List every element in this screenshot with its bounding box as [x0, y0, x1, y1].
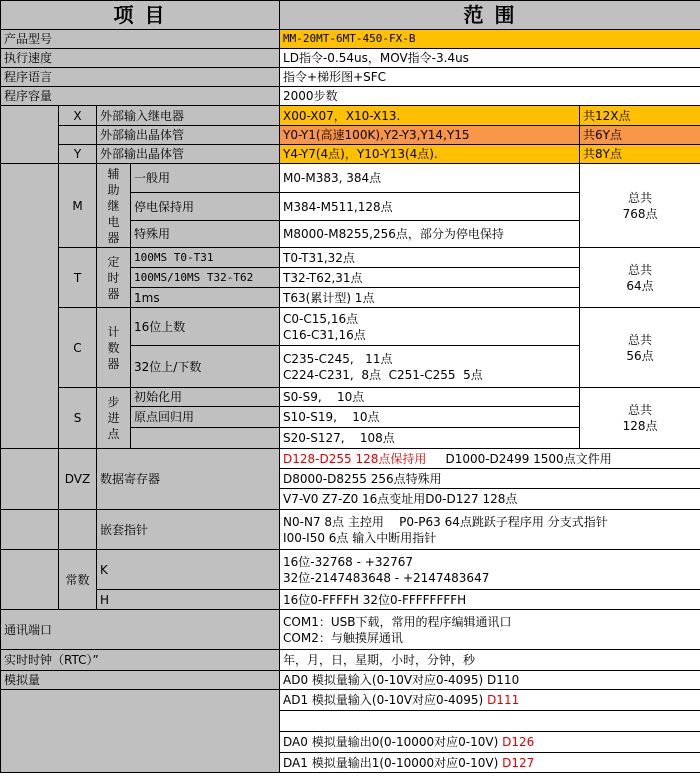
vertical-char: 进 — [107, 411, 120, 425]
m-row-value: M0-M383, 384点 — [280, 164, 580, 193]
dvz-label: 数据寄存器 — [97, 449, 280, 510]
c-total: 总共 56点 — [580, 308, 700, 388]
x-input-range: X00-X07，X10-X13. — [280, 106, 580, 126]
const-k-label: K — [97, 550, 280, 590]
t-vertical-label — [97, 248, 131, 308]
const-group-cell — [1, 550, 59, 610]
analog-ad1: AD1 模拟量输入(0-10V对应0-4095) D111 — [280, 690, 700, 711]
t-total: 总共 64点 — [580, 248, 700, 308]
dvz-line2: D8000-D8255 256点特殊用 — [280, 469, 700, 489]
m-row-value: M8000-M8255,256点，部分为停电保持 — [280, 221, 580, 248]
analog-blank — [1, 690, 280, 773]
y-out1-range: Y0-Y1(高速100K),Y2-Y3,Y14,Y15 — [280, 126, 580, 145]
vertical-char: 电 — [107, 214, 120, 229]
s-code: S — [59, 388, 97, 449]
comm-value: COM1：USB下载，常用的程序编辑通讯口 COM2：与触摸屏通讯 — [280, 610, 700, 650]
io-group-cell — [1, 106, 59, 164]
s-row-value: S0-S9, 10点 — [280, 388, 580, 407]
c-row-value: C0-C15,16点 C16-C31,16点 — [280, 308, 580, 346]
t-code: T — [59, 248, 97, 308]
model-value: MM-20MT-6MT-450-FX-B — [280, 30, 700, 49]
vertical-char: 计 — [107, 324, 120, 339]
rtc-label: 实时时钟（RTC）” — [1, 650, 280, 671]
x-input-label: 外部输入继电器 — [97, 106, 280, 126]
analog-empty — [280, 711, 700, 732]
vertical-char: 数 — [107, 340, 120, 355]
const-h-value: 16位0-FFFFH 32位0-FFFFFFFFH — [280, 590, 700, 610]
nest-value: N0-N7 8点 主控用 P0-P63 64点跳跃子程序用 分支式指针 I00-I50 6点 输入中断用指针 — [280, 510, 700, 550]
m-total: 总共 768点 — [580, 164, 700, 248]
vertical-char: 点 — [107, 427, 120, 441]
vertical-char: 器 — [107, 286, 120, 301]
comm-label: 通讯端口 — [1, 610, 280, 650]
y-out2-label: 外部输出晶体管 — [97, 145, 280, 164]
s-row-label: 初始化用 — [131, 388, 280, 407]
s-row-value: S10-S19, 10点 — [280, 407, 580, 428]
dvz-group-cell — [1, 449, 59, 510]
y-out1-label: 外部输出晶体管 — [97, 126, 280, 145]
nest-label: 嵌套指针 — [97, 510, 280, 550]
nest-blank — [59, 510, 97, 550]
vertical-char: 步 — [107, 395, 120, 409]
m-row-label: 停电保持用 — [131, 193, 280, 221]
lang-label: 程序语言 — [1, 68, 280, 87]
nest-group-cell — [1, 510, 59, 550]
vertical-char: 定 — [107, 254, 120, 269]
x-input-total: 共12X点 — [580, 106, 700, 126]
vertical-char: 器 — [107, 356, 120, 371]
s-row-value: S20-S127, 108点 — [280, 428, 580, 449]
s-total: 总共 128点 — [580, 388, 700, 449]
m-vertical-label — [97, 164, 131, 248]
dvz-line3: V7-V0 Z7-Z0 16点变址用D0-D127 128点 — [280, 489, 700, 510]
y-out2-total: 共8Y点 — [580, 145, 700, 164]
model-label: 产品型号 — [1, 30, 280, 49]
x-code: X — [59, 106, 97, 126]
dvz-line1: D128-D255 128点保持用 D1000-D2499 1500点文件用 — [280, 449, 700, 469]
speed-value: LD指令-0.54us，MOV指令-3.4us — [280, 49, 700, 68]
t-row-label: 100MS T0-T31 — [131, 248, 280, 268]
c-row-label: 32位上/下数 — [131, 346, 280, 388]
capacity-label: 程序容量 — [1, 87, 280, 106]
c-code: C — [59, 308, 97, 388]
s-row-label — [131, 428, 280, 449]
vertical-char: 继 — [107, 198, 120, 213]
vertical-char: 器 — [107, 230, 120, 245]
y-out1-total: 共6Y点 — [580, 126, 700, 145]
y-code: Y — [59, 145, 97, 164]
y-out2-range: Y4-Y7(4点)，Y10-Y13(4点). — [280, 145, 580, 164]
m-row-label: 特殊用 — [131, 221, 280, 248]
t-row-label: 1ms — [131, 288, 280, 308]
analog-da0: DA0 模拟量输出0(0-10000对应0-10V) D126 — [280, 732, 700, 753]
vertical-char: 辅 — [107, 166, 120, 181]
vertical-char: 助 — [107, 182, 120, 197]
m-code: M — [59, 164, 97, 248]
capacity-value: 2000步数 — [280, 87, 700, 106]
speed-label: 执行速度 — [1, 49, 280, 68]
t-row-value: T63(累计型) 1点 — [280, 288, 580, 308]
analog-da1: DA1 模拟量输出1(0-10000对应0-10V) D127 — [280, 753, 700, 773]
const-h-label: H — [97, 590, 280, 610]
analog-ad0: AD0 模拟量输入(0-10V对应0-4095) D110 — [280, 671, 700, 690]
lang-value: 指令+梯形图+SFC — [280, 68, 700, 87]
y-code-blank — [59, 126, 97, 145]
m-row-value: M384-M511,128点 — [280, 193, 580, 221]
header-range: 范 围 — [280, 1, 700, 30]
vertical-char: 时 — [107, 270, 120, 285]
c-vertical-label — [97, 308, 131, 388]
s-row-label: 原点回归用 — [131, 407, 280, 428]
t-row-value: T0-T31,32点 — [280, 248, 580, 268]
device-group-cell — [1, 164, 59, 449]
const-label: 常数 — [59, 550, 97, 610]
m-row-label: 一般用 — [131, 164, 280, 193]
const-k-value: 16位-32768 - +32767 32位-2147483648 - +2147483647 — [280, 550, 700, 590]
analog-label: 模拟量 — [1, 671, 280, 690]
rtc-value: 年，月，日，星期，小时，分钟，秒 — [280, 650, 700, 671]
c-row-label: 16位上数 — [131, 308, 280, 346]
t-row-value: T32-T62,31点 — [280, 268, 580, 288]
t-row-label: 100MS/10MS T32-T62 — [131, 268, 280, 288]
header-item: 项 目 — [1, 1, 280, 30]
s-vertical-label — [97, 388, 131, 449]
c-row-value: C235-C245, 11点 C224-C231, 8点 C251-C255 5点 — [280, 346, 580, 388]
dvz-code: DVZ — [59, 449, 97, 510]
